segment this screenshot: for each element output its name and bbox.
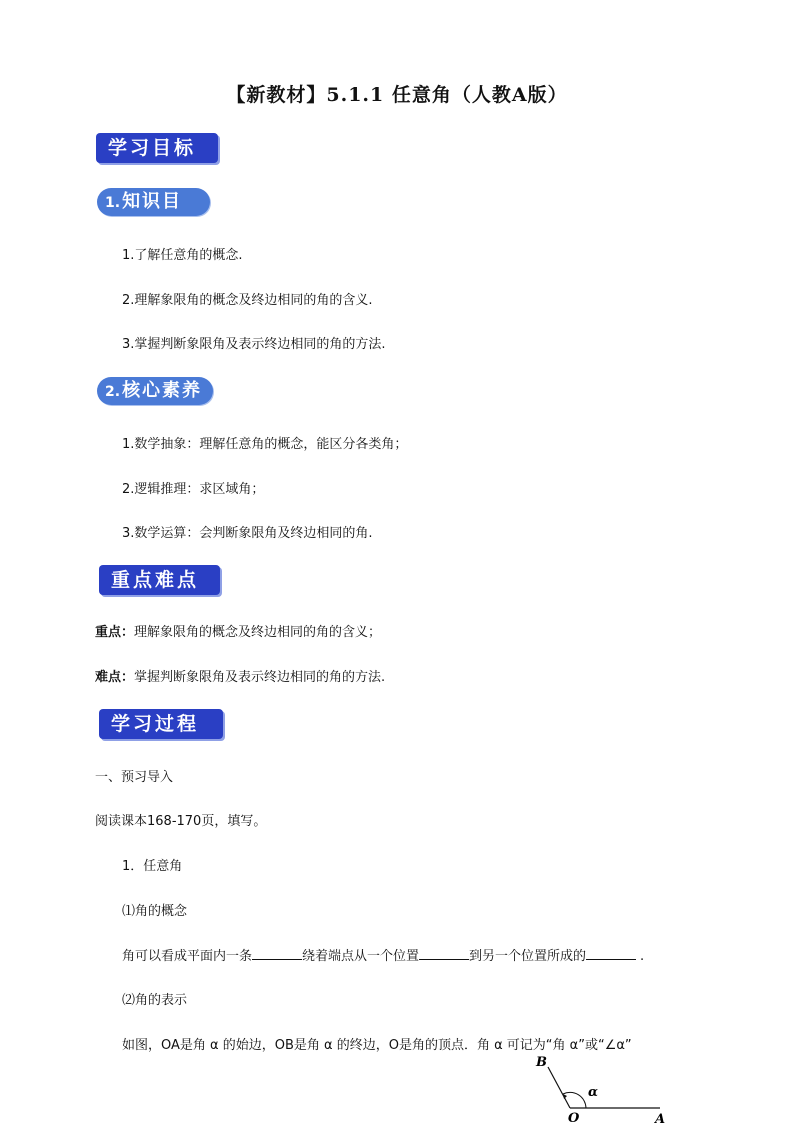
knowledge-goals-label: 知识目标 bbox=[105, 191, 183, 241]
process-banner: 学习过程 bbox=[99, 709, 223, 739]
concept-part-c: 到另一个位置所成的 bbox=[469, 949, 587, 964]
any-angle-heading: 1．任意角 bbox=[122, 859, 183, 874]
blank-3[interactable] bbox=[586, 947, 636, 960]
key-difficulty-banner: 重点难点 bbox=[99, 565, 220, 595]
core-literacy-pill bbox=[97, 377, 213, 405]
page-title: 【新教材】5.1.1 任意角（人教A版） bbox=[226, 84, 568, 106]
difficulty-point-label: 难点： bbox=[95, 670, 135, 685]
preview-heading: 一、预习导入 bbox=[95, 770, 174, 785]
blank-1[interactable] bbox=[252, 947, 302, 960]
goals-banner: 学习目标 bbox=[96, 133, 218, 163]
key-point bbox=[95, 621, 381, 640]
core-literacy-num: 2. bbox=[105, 384, 121, 400]
difficulty-point bbox=[95, 666, 385, 685]
label-b: B bbox=[536, 1055, 547, 1070]
blank-2[interactable] bbox=[419, 947, 469, 960]
angle-concept-sentence bbox=[122, 945, 644, 964]
concept-part-a: 角可以看成平面内一条 bbox=[122, 949, 253, 964]
angle-representation-heading: ⑵角的表示 bbox=[122, 993, 188, 1008]
angle-figure bbox=[530, 1050, 670, 1123]
knowledge-item-2: 2.理解象限角的概念及终边相同的角的含义. bbox=[122, 293, 373, 308]
literacy-item-1: 1.数学抽象：理解任意角的概念，能区分各类角； bbox=[122, 437, 408, 452]
reading-instruction: 阅读课本168-170页，填写。 bbox=[95, 814, 267, 829]
knowledge-goals-num: 1. bbox=[105, 195, 121, 211]
ray-ob bbox=[548, 1067, 570, 1108]
knowledge-item-1: 1.了解任意角的概念. bbox=[122, 248, 243, 263]
knowledge-goals-pill bbox=[97, 188, 210, 241]
label-a: A bbox=[655, 1112, 666, 1123]
key-point-label: 重点： bbox=[95, 625, 135, 640]
label-o: O bbox=[568, 1111, 580, 1123]
difficulty-point-text: 掌握判断象限角及表示终边相同的角的方法. bbox=[134, 670, 386, 685]
key-point-text: 理解象限角的概念及终边相同的角的含义； bbox=[134, 625, 382, 640]
knowledge-item-3: 3.掌握判断象限角及表示终边相同的角的方法. bbox=[122, 337, 386, 352]
core-literacy-label: 核心素养 bbox=[122, 380, 203, 401]
angle-concept-heading: ⑴角的概念 bbox=[122, 904, 188, 919]
concept-end: . bbox=[640, 949, 645, 964]
literacy-item-3: 3.数学运算：会判断象限角及终边相同的角. bbox=[122, 526, 373, 541]
angle-representation-text: 如图，OA是角 α 的始边，OB是角 α 的终边，O是角的顶点．角 α 可记为“角 α”或“∠α” bbox=[122, 1038, 632, 1053]
concept-part-b: 绕着端点从一个位置 bbox=[302, 949, 420, 964]
literacy-item-2: 2.逻辑推理：求区域角； bbox=[122, 482, 265, 497]
label-alpha: α bbox=[588, 1085, 599, 1100]
